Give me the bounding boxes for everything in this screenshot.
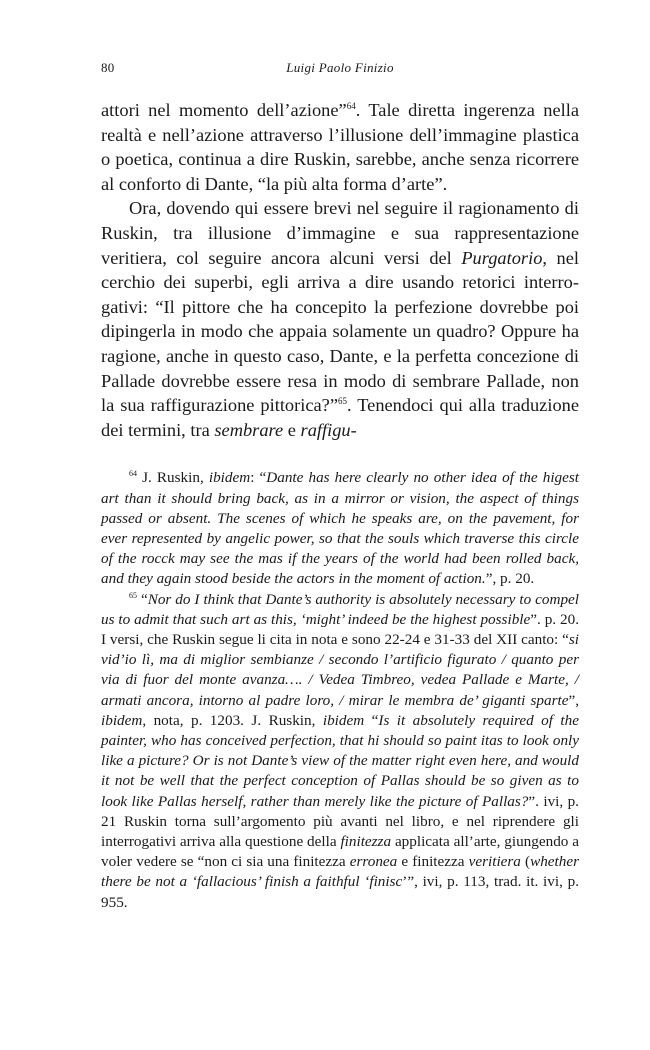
italic-text: ibidem xyxy=(208,469,251,487)
text-run: “ xyxy=(137,590,148,608)
note-reference: 65 xyxy=(129,590,137,600)
text-run: . Tale diretta ingerenza nella realtà e nell’azione attraverso l’illusione dell’immagine plastica o poetica, continua a dire Ruskin, sarebbe, anche senza ricorrere al conforto di Dante, “la più alta forma d’arte”. xyxy=(101,100,579,194)
text-run: e finitezza xyxy=(397,853,469,871)
running-title: Luigi Paolo Finizio xyxy=(286,60,394,75)
text-run: , nel cerchio dei superbi, egli arriva a dire usando retorici interrogativi: “Il pittore che ha concepito la perfezione dovrebbe poi dipingerla in modo che appaia solamente un quadro? Oppure ha ragione, anche in questo caso, Dante, e la perfetta concezione di Pallade dovrebbe essere resa in modo di sembrare Pallade, non la sua raffigurazione pittorica?” xyxy=(101,247,579,416)
main-text xyxy=(101,98,579,442)
text-run: ”. p. 20. I versi, che Ruskin segue li cita in nota e sono 22-24 e 31-33 del XII canto: “ xyxy=(101,610,579,648)
footnotes xyxy=(101,468,579,912)
footnote-65 xyxy=(101,590,579,913)
italic-text: Dante has here clearly no other idea of the higest art than it should bring back, as in a mirror or vision, the aspect of things passed or absent. The scenes of which he speaks are, on the pavement, for ever represented by angelic power, so that the souls which traverse this circle of the rocck may see the mas if the years of the world had been rolled back, and they again stood beside the actors in the moment of action. xyxy=(101,469,580,588)
italic-text: ibidem xyxy=(101,711,143,729)
text-run: J. Ruskin, xyxy=(137,469,209,487)
text-run: e xyxy=(283,419,301,440)
paragraph xyxy=(101,98,579,196)
text-run: ”, xyxy=(568,691,579,709)
text-run: “ xyxy=(364,711,379,729)
footnote-64 xyxy=(101,468,579,589)
text-run: ( xyxy=(520,853,531,871)
italic-text: si vid’io lì, ma di miglior sembianze / secondo l’artificio figurato / quanto per via di fuor del monte avanza…. / Vedea Timbreo, vedea Pallade e Marte, / armati ancora, intorno al padre loro, / mirar le membra de’ giganti sparte xyxy=(101,630,579,709)
text-run: ”. ivi, p. 21 Ruskin torna sull’argomento più avanti nel libro, e nel riprendere gli interrogativi arriva alla questione della xyxy=(101,792,579,850)
text-run: ”, p. 20. xyxy=(485,570,535,588)
page-header xyxy=(101,60,579,82)
paragraph xyxy=(101,196,579,442)
text-run: : “ xyxy=(250,469,267,487)
italic-text: veritiera xyxy=(468,853,521,871)
text-run: Ora, dovendo qui essere brevi nel seguire il ragionamento di Ruskin, tra illusione d’immagine e sua rappresentazione veritiera, col seguire ancora alcuni versi del xyxy=(101,198,579,268)
text-run: applicata all’arte, giungendo a voler vedere se “non ci sia una finitezza xyxy=(101,832,579,871)
italic-text: raffigu- xyxy=(300,419,357,440)
italic-text: ibidem xyxy=(322,711,365,729)
italic-text: erronea xyxy=(349,853,398,871)
note-reference: 64 xyxy=(346,100,356,111)
italic-text: whether there be not a ‘fallacious’ finish a faithful ‘finisc xyxy=(101,853,580,891)
text-run: ’”, ivi, p. 113, trad. it. ivi, p. 955. xyxy=(101,873,579,911)
text-run: , nota, p. 1203. J. Ruskin, xyxy=(142,711,323,729)
note-reference: 64 xyxy=(129,469,137,479)
text-run: attori nel momento dell’azione” xyxy=(101,100,347,120)
page xyxy=(101,60,579,913)
italic-text: Purgatorio xyxy=(461,247,543,268)
italic-text: sembrare xyxy=(214,419,284,440)
italic-text: finitezza xyxy=(340,832,392,850)
page-number: 80 xyxy=(101,60,115,75)
italic-text: Is it absolutely required of the painter, who has conceived perfection, that hi should so paint itas to look only like a picture? Or is not Dante’s view of the matter right even here, and would it not be well that the perfect conception of Pallas should be so given as to look like Pallas herself, rather than merely like the picture of Pallas? xyxy=(101,711,579,810)
footnote-separator xyxy=(101,442,579,468)
text-run: . Tenendoci qui alla traduzione dei termini, tra xyxy=(101,395,580,440)
italic-text: Nor do I think that Dante’s authority is absolutely necessary to compel us to admit that such art as this, ‘might’ indeed be the highest possible xyxy=(101,590,579,628)
note-reference: 65 xyxy=(338,396,348,406)
